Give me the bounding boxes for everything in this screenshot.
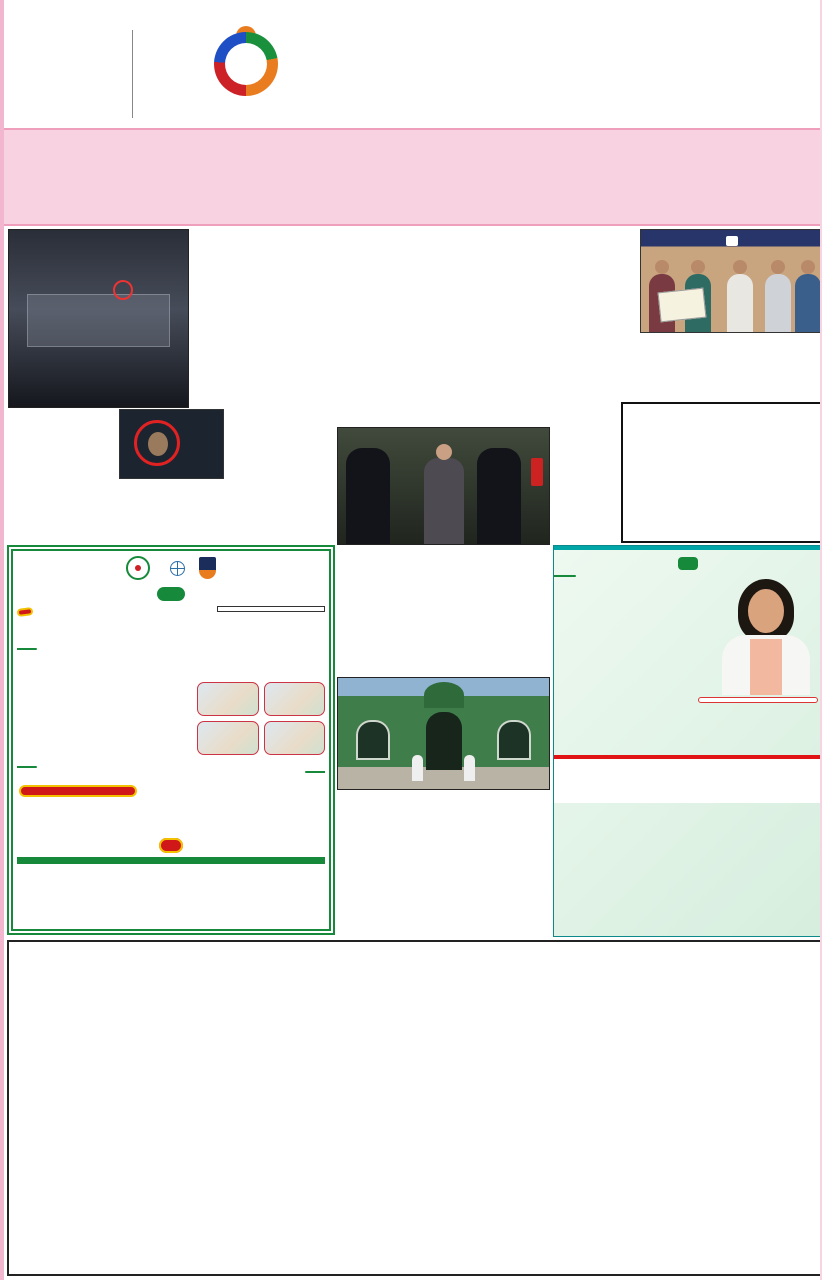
doctors-directory-grid (7, 940, 822, 1276)
deadline-box (217, 606, 325, 612)
photo-person (795, 274, 821, 332)
nagad-body-col1 (8, 407, 114, 525)
journalist-union-article (553, 402, 617, 543)
patuakhali-article (337, 794, 550, 885)
classroom-thumbnails (197, 682, 325, 755)
photo-certificate (658, 288, 707, 323)
lead-photo-banner (27, 294, 170, 347)
photo-police-figure (346, 448, 390, 544)
top-news-strip (4, 128, 822, 226)
doctor-portrait (714, 577, 818, 695)
classroom-photo (264, 682, 326, 716)
academy-footer (17, 857, 325, 864)
mosque-photo (337, 677, 550, 790)
anniversary-logo (214, 26, 284, 118)
specialty-pill (678, 557, 698, 570)
eligibility-label (17, 766, 37, 768)
banaripara-body (337, 551, 550, 615)
meet-reporters-photo (640, 229, 822, 333)
academy-crest-icon (199, 557, 216, 579)
issue-info-box (28, 33, 128, 39)
nsda-cert-pill (157, 587, 185, 601)
nagad-fraud-article (8, 404, 335, 525)
police-arrest-photo (337, 427, 550, 545)
classroom-photo (197, 682, 259, 716)
documents-label (305, 771, 325, 773)
photo-arrested-man (424, 458, 464, 544)
classroom-photo (264, 721, 326, 755)
training-academy-ad (7, 545, 335, 935)
nagad-body-col2 (119, 407, 225, 525)
trades-label (17, 648, 37, 650)
govt-seal-icon (126, 556, 150, 580)
doctor-consultant-ad (553, 545, 822, 937)
meet-reporters-article (640, 229, 822, 337)
lead-body-col1 (194, 236, 411, 332)
classroom-photo (197, 721, 259, 755)
meet-reporters-body (621, 402, 822, 543)
contact-pill (159, 838, 183, 853)
suspect-photo (119, 409, 225, 479)
photo-person (464, 755, 475, 781)
lead-body-col2 (420, 236, 637, 332)
nagad-body-col3 (229, 407, 335, 525)
doctor-ad-header (554, 546, 822, 550)
masthead (288, 12, 652, 85)
world-bank-logo (170, 561, 189, 576)
photo-red-badge (531, 458, 543, 486)
photo-person (412, 755, 423, 781)
globe-icon (170, 561, 185, 576)
apollo-brand-row (554, 759, 822, 803)
photo-person (727, 274, 753, 332)
anniversary-ring (214, 32, 278, 96)
photo-person (765, 274, 791, 332)
lead-article-photo (8, 229, 189, 408)
lead-article (194, 230, 636, 332)
banaripara-article (337, 548, 550, 615)
schedule-box (698, 697, 818, 703)
patuakhali-body (337, 797, 550, 885)
photo-police-figure (477, 448, 521, 544)
header-divider (132, 30, 133, 118)
meet-reporters-banner (726, 236, 738, 246)
suspect-face (148, 432, 168, 456)
funded-badge (17, 607, 34, 617)
lead-photo-highlight-ring (113, 280, 133, 300)
mosque-door (426, 712, 462, 770)
mosque-dome (424, 682, 464, 708)
mosque-window (356, 720, 390, 760)
stipend-badge (19, 785, 137, 797)
mosque-window (497, 720, 531, 760)
